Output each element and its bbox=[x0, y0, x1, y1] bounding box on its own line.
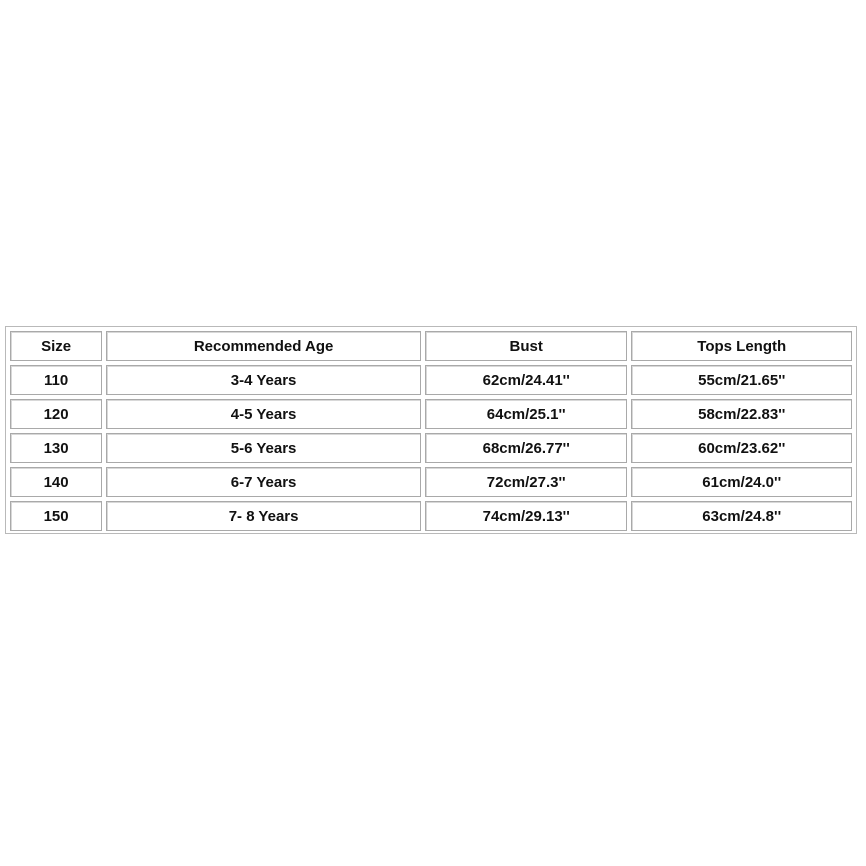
table-row bbox=[10, 433, 852, 463]
cell-size: 140 bbox=[10, 467, 102, 497]
cell-age: 3-4 Years bbox=[106, 365, 421, 395]
cell-bust: 72cm/27.3'' bbox=[425, 467, 627, 497]
header-size: Size bbox=[10, 331, 102, 361]
cell-tops-length: 63cm/24.8'' bbox=[631, 501, 852, 531]
size-chart-table bbox=[6, 327, 856, 535]
table-row bbox=[10, 467, 852, 497]
cell-tops-length: 58cm/22.83'' bbox=[631, 399, 852, 429]
header-recommended-age: Recommended Age bbox=[106, 331, 421, 361]
cell-size: 120 bbox=[10, 399, 102, 429]
cell-bust: 64cm/25.1'' bbox=[425, 399, 627, 429]
cell-tops-length: 55cm/21.65'' bbox=[631, 365, 852, 395]
cell-bust: 68cm/26.77'' bbox=[425, 433, 627, 463]
cell-tops-length: 60cm/23.62'' bbox=[631, 433, 852, 463]
cell-bust: 62cm/24.41'' bbox=[425, 365, 627, 395]
size-chart bbox=[5, 326, 857, 534]
cell-age: 6-7 Years bbox=[106, 467, 421, 497]
table-row bbox=[10, 501, 852, 531]
cell-size: 110 bbox=[10, 365, 102, 395]
cell-age: 5-6 Years bbox=[106, 433, 421, 463]
cell-age: 7- 8 Years bbox=[106, 501, 421, 531]
cell-size: 150 bbox=[10, 501, 102, 531]
header-tops-length: Tops Length bbox=[631, 331, 852, 361]
header-bust: Bust bbox=[425, 331, 627, 361]
cell-size: 130 bbox=[10, 433, 102, 463]
cell-bust: 74cm/29.13'' bbox=[425, 501, 627, 531]
cell-tops-length: 61cm/24.0'' bbox=[631, 467, 852, 497]
table-row bbox=[10, 399, 852, 429]
cell-age: 4-5 Years bbox=[106, 399, 421, 429]
table-row bbox=[10, 365, 852, 395]
table-header-row bbox=[10, 331, 852, 361]
